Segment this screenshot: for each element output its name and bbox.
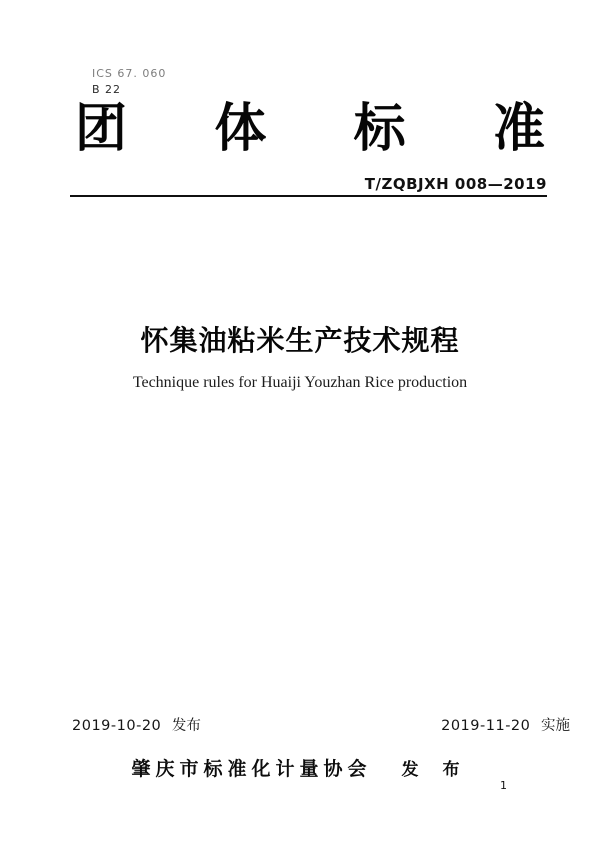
document-title-chinese: 怀集油粘米生产技术规程 [140, 324, 460, 357]
ics-code: ICS 67. 060 [92, 67, 167, 80]
implement-date: 2019-11-20 [441, 718, 531, 734]
document-title-english: Technique rules for Huaiji Youzhan Rice production [132, 374, 468, 391]
document-class-code: B 22 [92, 83, 122, 96]
masthead-char: 标 [353, 99, 406, 159]
header-rule [70, 195, 547, 197]
issue-date-label: 发布 [171, 718, 201, 734]
implement-date-label: 实施 [541, 718, 570, 734]
implement-date-item [441, 714, 570, 735]
issuer-name: 肇庆市标准化计量协会 [131, 758, 372, 780]
issue-date-item [72, 714, 201, 735]
masthead-char: 准 [492, 99, 545, 159]
issuer-row [0, 754, 600, 781]
masthead-char: 团 [75, 99, 128, 159]
ics-classification-block [92, 66, 166, 98]
issue-date: 2019-10-20 [72, 718, 162, 734]
masthead-char: 体 [214, 99, 267, 159]
dates-row [72, 714, 570, 735]
standard-number: T/ZQBJXH 008—2019 [364, 175, 547, 193]
publish-label: 发 布 [401, 760, 469, 780]
page-number: 1 [500, 779, 507, 792]
masthead-title [75, 101, 545, 158]
